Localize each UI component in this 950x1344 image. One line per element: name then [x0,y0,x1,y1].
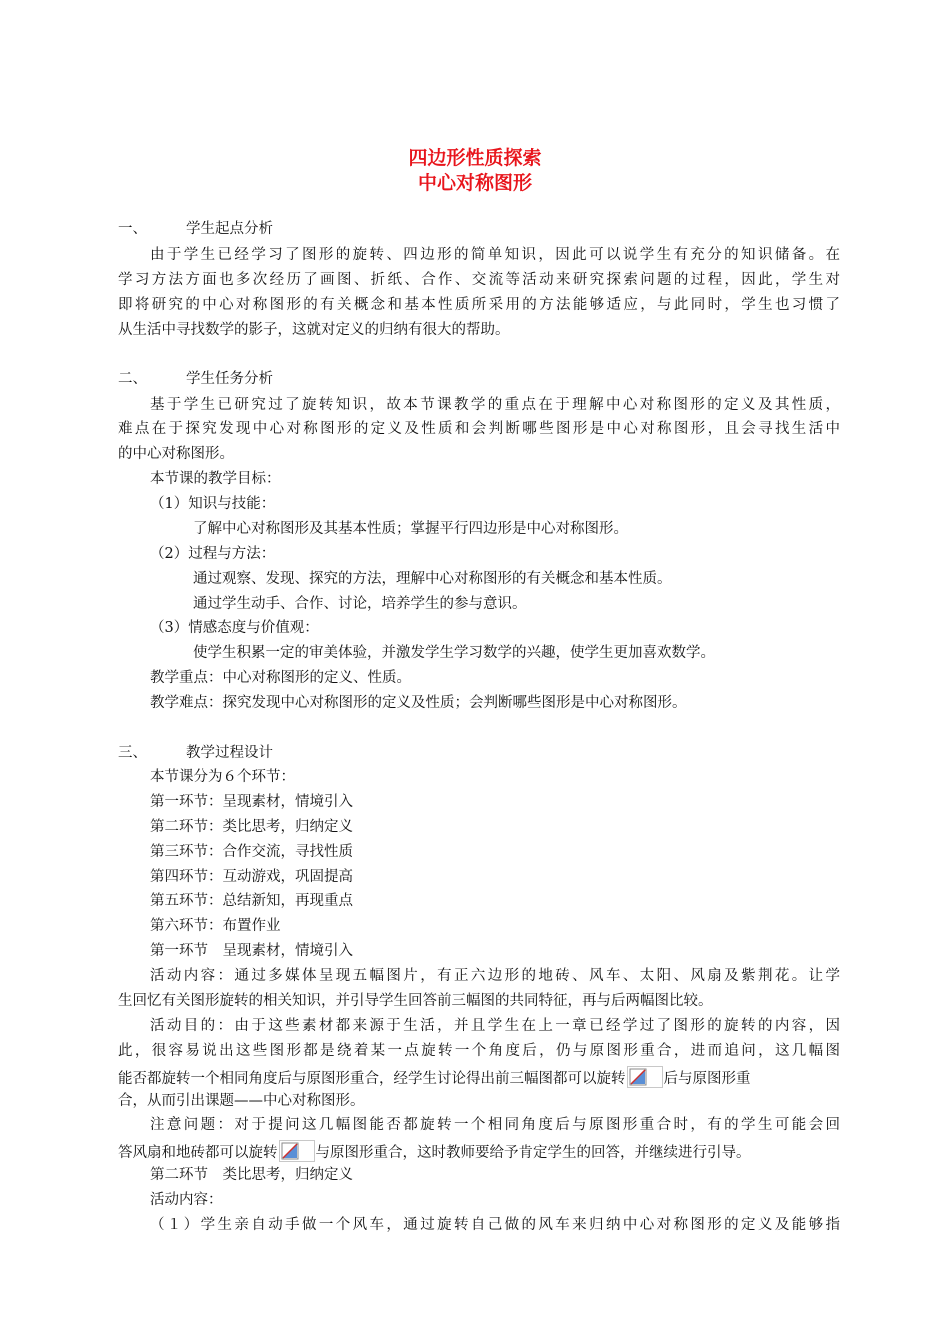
goal-3-label: （3）情感态度与价值观： [150,620,319,636]
goal-3-text: 使学生积累一定的审美体验，并激发学生学习数学的兴趣，使学生更加喜欢数学。 [193,645,715,661]
paragraph-line: 生回忆有关图形旋转的相关知识，并引导学生回答前三幅图的共同特征，再与后两幅图比较。 [118,993,713,1009]
paragraph-line-with-image [118,1140,751,1163]
goal-2-label: （2）过程与方法： [150,546,276,562]
paragraph-line: 学习方法方面也多次经历了画图、折纸、合作、交流等活动来研究探索问题的过程，因此，学生对 [118,272,840,288]
paragraph-line: 由于学生已经学习了图形的旋转、四边形的简单知识，因此可以说学生有充分的知识储备。在 [150,247,840,263]
goal-2-text-1: 通过观察、发现、探究的方法，理解中心对称图形的有关概念和基本性质。 [193,571,672,587]
step-list-item: 第三环节：合作交流，寻找性质 [150,844,353,860]
section-1-heading: 学生起点分析 [186,221,273,237]
step-2-heading: 第二环节 类比思考，归纳定义 [150,1167,353,1183]
section-2-heading: 学生任务分析 [186,371,273,387]
paragraph-line: 的中心对称图形。 [118,446,234,462]
document-title: 四边形性质探索 [408,147,542,169]
goals-intro: 本节课的教学目标： [150,471,281,487]
steps-intro: 本节课分为６个环节： [150,769,295,785]
paragraph-line: 活动目的：由于这些素材都来源于生活，并且学生在上一章已经学过了图形的旋转的内容，因 [150,1018,840,1034]
paragraph-text: 与原图形重合，这时教师要给予肯定学生的回答，并继续进行引导。 [315,1145,751,1161]
step-list-item: 第六环节：布置作业 [150,918,281,934]
broken-image-icon [279,1140,315,1162]
section-2-number: 二、 [118,371,147,387]
teaching-key-point: 教学重点：中心对称图形的定义、性质。 [150,670,411,686]
paragraph-text: 后与原图形重 [663,1071,751,1087]
section-3-heading: 教学过程设计 [186,745,273,761]
step-list-item: 第四环节：互动游戏，巩固提高 [150,869,353,885]
goal-1-text: 了解中心对称图形及其基本性质；掌握平行四边形是中心对称图形。 [193,521,628,537]
paragraph-line: 基于学生已研究过了旋转知识，故本节课教学的重点在于理解中心对称图形的定义及其性质， [150,397,840,413]
goal-1-label: （1）知识与技能： [150,496,276,512]
step-list-item: 第五环节：总结新知，再现重点 [150,893,353,909]
step-list-item: 第二环节：类比思考，归纳定义 [150,819,353,835]
paragraph-line: 难点在于探究发现中心对称图形的定义及性质和会判断哪些图形是中心对称图形，且会寻找生活中 [118,421,840,437]
step-1-heading: 第一环节 呈现素材，情境引入 [150,943,353,959]
broken-image-icon [627,1066,663,1088]
teaching-difficulty: 教学难点：探究发现中心对称图形的定义及性质；会判断哪些图形是中心对称图形。 [150,695,687,711]
goal-2-text-2: 通过学生动手、合作、讨论，培养学生的参与意识。 [193,596,527,612]
paragraph-line: （１）学生亲自动手做一个风车，通过旋转自己做的风车来归纳中心对称图形的定义及能够指 [150,1217,840,1233]
paragraph-line: 注意问题：对于提问这几幅图能否都旋转一个相同角度后与原图形重合时，有的学生可能会回 [150,1117,840,1133]
paragraph-line: 此，很容易说出这些图形都是绕着某一点旋转一个角度后，仍与原图形重合，进而追问，这几幅图 [118,1043,840,1059]
paragraph-line: 即将研究的中心对称图形的有关概念和基本性质所采用的方法能够适应，与此同时，学生也习惯了 [118,297,840,313]
step-list-item: 第一环节：呈现素材，情境引入 [150,794,353,810]
activity-content-label: 活动内容： [150,1192,223,1208]
paragraph-line: 活动内容：通过多媒体呈现五幅图片，有正六边形的地砖、风车、太阳、风扇及紫荆花。让学 [150,968,840,984]
section-1-number: 一、 [118,221,147,237]
section-3-number: 三、 [118,745,147,761]
document-subtitle: 中心对称图形 [417,172,532,194]
paragraph-line: 合，从而引出课题——中心对称图形。 [118,1093,365,1109]
paragraph-line-with-image [118,1066,751,1089]
paragraph-text: 答风扇和地砖都可以旋转 [118,1145,278,1161]
paragraph-line: 从生活中寻找数学的影子，这就对定义的归纳有很大的帮助。 [118,322,510,338]
paragraph-text: 能否都旋转一个相同角度后与原图形重合，经学生讨论得出前三幅图都可以旋转 [118,1071,626,1087]
